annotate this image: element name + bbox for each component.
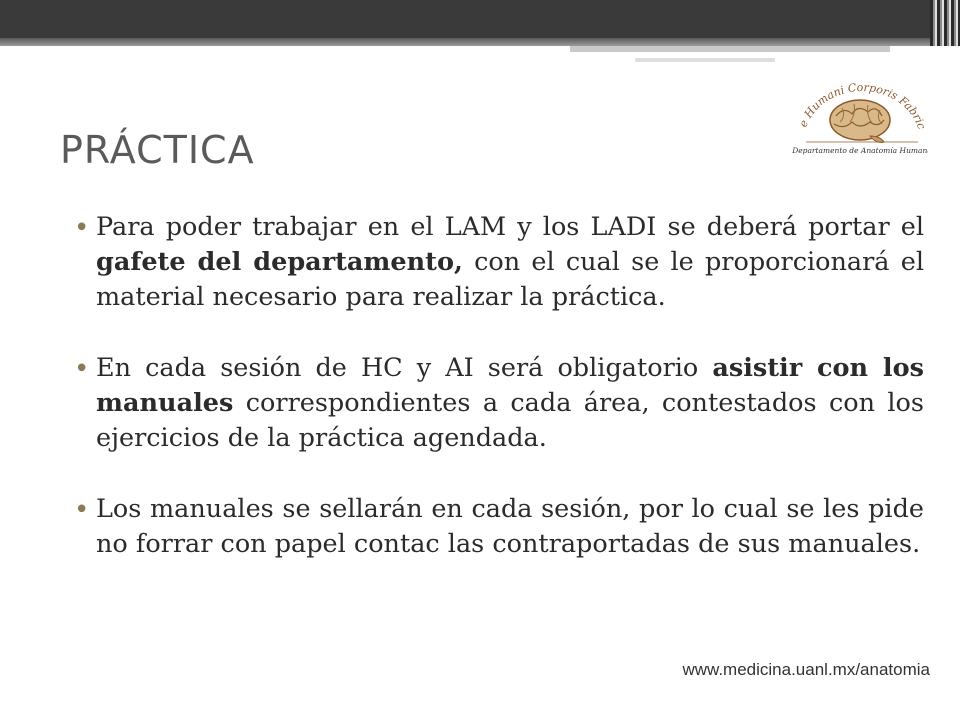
decorative-strip (635, 58, 775, 62)
bullet-item (74, 492, 924, 562)
bullet-text: correspondientes a cada área, contestados con los ejercicios de la práctica agendada. (96, 388, 924, 453)
bullet-bold-text: gafete del departamento, (96, 247, 463, 277)
bullet-text: Para poder trabajar en el LAM y los LADI se deberá portar el (96, 212, 924, 242)
bullet-dot-icon: • (74, 354, 90, 384)
corner-decoration (930, 0, 960, 46)
bullet-list (74, 210, 924, 562)
logo-subtitle: Departamento de Anatomía Humana (792, 146, 928, 155)
bullet-text: En cada sesión de HC y AI será obligatorio (96, 353, 713, 383)
bullet-text: con el cual se le proporcionará el material necesario para realizar la práctica. (96, 247, 924, 312)
footer-url: www.medicina.uanl.mx/anatomia (682, 660, 930, 679)
bullet-dot-icon: • (74, 213, 90, 243)
logo-arc-textpath: e Humani Corporis Fabric (796, 80, 928, 131)
header-bar (0, 0, 960, 38)
slide-title: PRÁCTICA (60, 128, 255, 172)
department-logo (792, 72, 928, 160)
brain-icon (830, 100, 890, 142)
bullet-item (74, 351, 924, 456)
decorative-strip (570, 46, 890, 52)
header-bar-shadow (0, 38, 960, 46)
bullet-dot-icon: • (74, 495, 90, 525)
bullet-text: Los manuales se sellarán en cada sesión, por lo cual se les pide no forrar con papel contac las contraportadas de sus manuales. (96, 494, 924, 559)
bullet-bold-text: asistir con los manuales (96, 353, 924, 418)
logo-svg (792, 72, 928, 160)
bullet-item (74, 210, 924, 315)
